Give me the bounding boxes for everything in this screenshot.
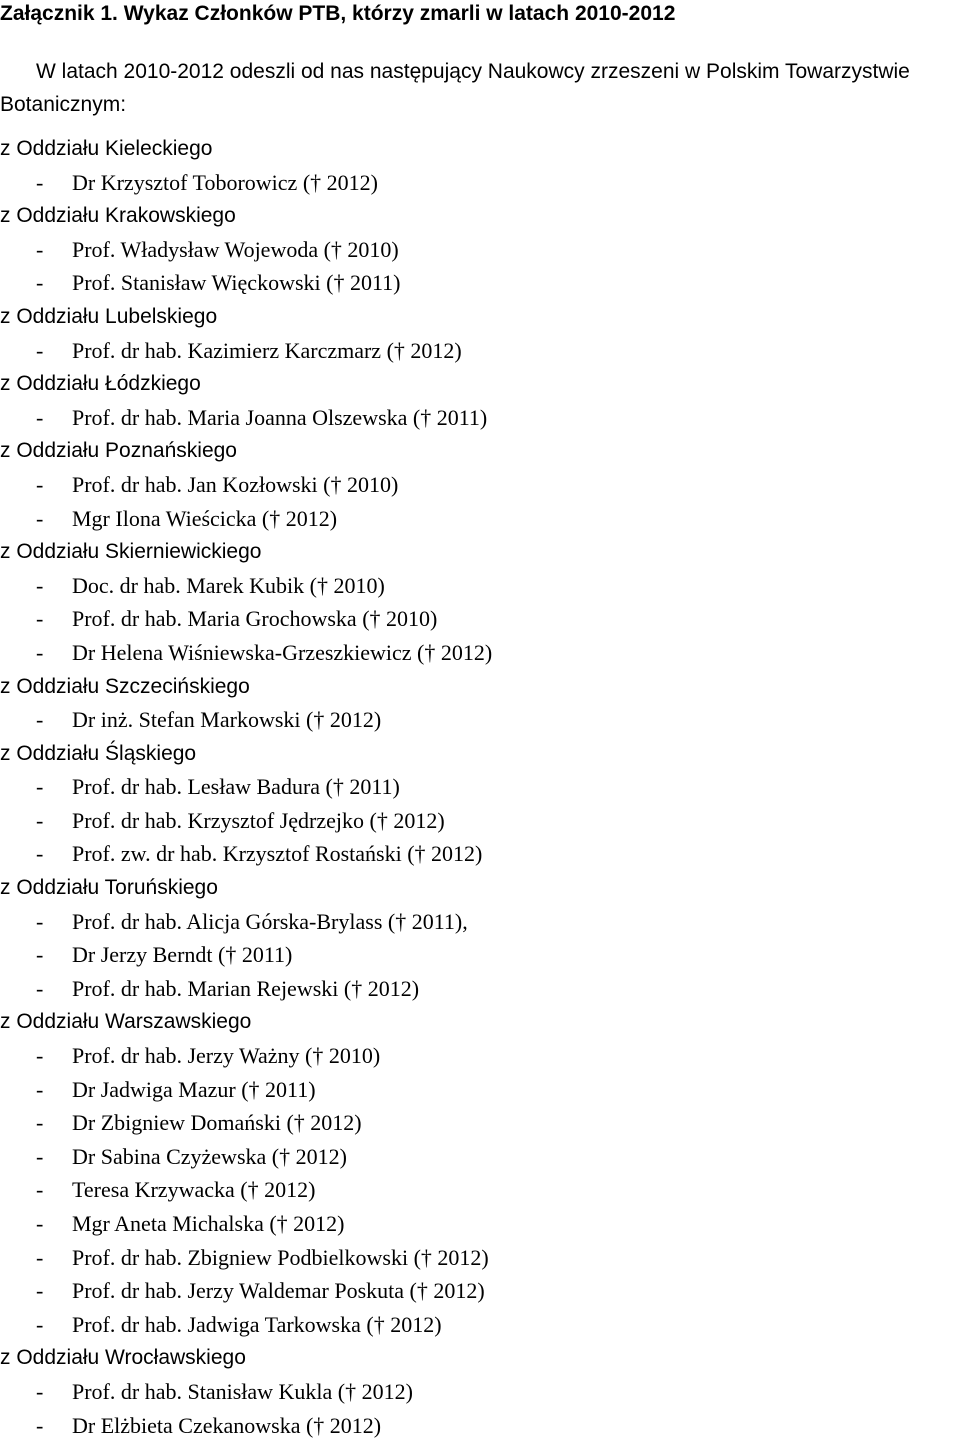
member-name: Dr Jerzy Berndt († 2011) bbox=[72, 942, 293, 968]
list-bullet-dash: - bbox=[36, 1244, 44, 1270]
member-name: Prof. dr hab. Alicja Górska-Brylass († 2011), bbox=[72, 908, 468, 934]
branch-heading: z Oddziału Śląskiego bbox=[0, 741, 197, 765]
list-bullet-dash: - bbox=[36, 471, 44, 497]
list-bullet-dash: - bbox=[36, 707, 44, 733]
list-bullet-dash: - bbox=[36, 1076, 44, 1102]
member-name: Prof. dr hab. Stanisław Kukla († 2012) bbox=[72, 1378, 413, 1404]
list-bullet-dash: - bbox=[36, 942, 44, 968]
member-list-item bbox=[0, 468, 960, 502]
member-name: Prof. dr hab. Jan Kozłowski († 2010) bbox=[72, 471, 399, 497]
list-bullet-dash: - bbox=[36, 1110, 44, 1136]
list-bullet-dash: - bbox=[36, 1311, 44, 1337]
member-name: Dr Elżbieta Czekanowska († 2012) bbox=[72, 1412, 382, 1438]
member-name: Mgr Ilona Wieścicka († 2012) bbox=[72, 505, 338, 531]
member-name: Mgr Aneta Michalska († 2012) bbox=[72, 1211, 345, 1236]
list-bullet-dash: - bbox=[36, 505, 44, 531]
member-list-item bbox=[0, 233, 960, 267]
member-list-item bbox=[0, 1207, 960, 1241]
list-bullet-dash: - bbox=[36, 1278, 44, 1304]
member-list-item bbox=[0, 703, 960, 737]
list-bullet-dash: - bbox=[36, 1211, 44, 1236]
members-by-branch-list bbox=[0, 132, 960, 1442]
member-list-item bbox=[0, 569, 960, 603]
list-bullet-dash: - bbox=[36, 908, 44, 934]
branch-section bbox=[0, 199, 960, 300]
list-bullet-dash: - bbox=[36, 270, 44, 296]
list-bullet-dash: - bbox=[36, 236, 44, 262]
branch-heading: z Oddziału Łódzkiego bbox=[0, 372, 201, 396]
branch-heading: z Oddziału Toruńskiego bbox=[0, 876, 218, 900]
branch-heading: z Oddziału Krakowskiego bbox=[0, 204, 236, 228]
list-bullet-dash: - bbox=[36, 606, 44, 632]
list-bullet-dash: - bbox=[36, 337, 44, 363]
member-name: Doc. dr hab. Marek Kubik († 2010) bbox=[72, 572, 385, 598]
member-list-item bbox=[0, 1241, 960, 1275]
member-list-item bbox=[0, 1375, 960, 1409]
branch-heading: z Oddziału Warszawskiego bbox=[0, 1010, 252, 1034]
branch-section bbox=[0, 132, 960, 199]
member-list-item bbox=[0, 1106, 960, 1140]
member-name: Dr Helena Wiśniewska-Grzeszkiewicz († 2012) bbox=[72, 639, 493, 665]
member-name: Dr Jadwiga Mazur († 2011) bbox=[72, 1076, 316, 1102]
intro-paragraph bbox=[0, 55, 960, 121]
member-name: Prof. dr hab. Zbigniew Podbielkowski († 2012) bbox=[72, 1244, 489, 1270]
member-list-item bbox=[0, 1140, 960, 1174]
branch-section bbox=[0, 434, 960, 535]
member-name: Prof. dr hab. Maria Grochowska († 2010) bbox=[72, 606, 438, 632]
member-list-item bbox=[0, 166, 960, 200]
list-bullet-dash: - bbox=[36, 404, 44, 430]
member-list-item bbox=[0, 602, 960, 636]
intro-line-2: Botanicznym: bbox=[0, 93, 127, 116]
list-bullet-dash: - bbox=[36, 169, 44, 195]
branch-heading: z Oddziału Wrocławskiego bbox=[0, 1346, 246, 1370]
member-list-item bbox=[0, 502, 960, 536]
branch-section bbox=[0, 737, 960, 871]
member-list-item bbox=[0, 1308, 960, 1342]
member-name: Prof. dr hab. Maria Joanna Olszewska († 2011) bbox=[72, 404, 488, 430]
branch-heading: z Oddziału Skierniewickiego bbox=[0, 540, 262, 564]
member-list-item bbox=[0, 1274, 960, 1308]
member-name: Dr inż. Stefan Markowski († 2012) bbox=[72, 707, 382, 733]
list-bullet-dash: - bbox=[36, 807, 44, 833]
branch-section bbox=[0, 1341, 960, 1442]
member-list-item bbox=[0, 636, 960, 670]
member-name: Prof. dr hab. Marian Rejewski († 2012) bbox=[72, 975, 420, 1001]
member-name: Prof. dr hab. Lesław Badura († 2011) bbox=[72, 774, 400, 800]
member-list-item bbox=[0, 938, 960, 972]
branch-heading: z Oddziału Kieleckiego bbox=[0, 137, 213, 160]
member-list-item bbox=[0, 1073, 960, 1107]
member-list-item bbox=[0, 334, 960, 368]
list-bullet-dash: - bbox=[36, 975, 44, 1001]
document-title: Załącznik 1. Wykaz Członków PTB, którzy zmarli w latach 2010-2012 bbox=[0, 2, 676, 25]
branch-section bbox=[0, 300, 960, 367]
member-name: Prof. Stanisław Więckowski († 2011) bbox=[72, 270, 401, 296]
intro-line-1: W latach 2010-2012 odeszli od nas następujący Naukowcy zrzeszeni w Polskim Towarzystwie bbox=[36, 60, 910, 83]
member-list-item bbox=[0, 266, 960, 300]
list-bullet-dash: - bbox=[36, 774, 44, 800]
member-name: Dr Krzysztof Toborowicz († 2012) bbox=[72, 169, 378, 195]
member-name: Prof. dr hab. Jadwiga Tarkowska († 2012) bbox=[72, 1311, 442, 1337]
branch-section bbox=[0, 535, 960, 669]
member-list-item bbox=[0, 1409, 960, 1442]
list-bullet-dash: - bbox=[36, 841, 44, 867]
branch-section bbox=[0, 670, 960, 737]
list-bullet-dash: - bbox=[36, 1143, 44, 1169]
list-bullet-dash: - bbox=[36, 1177, 44, 1203]
member-list-item bbox=[0, 905, 960, 939]
member-name: Prof. dr hab. Jerzy Ważny († 2010) bbox=[72, 1043, 381, 1069]
member-list-item bbox=[0, 837, 960, 871]
list-bullet-dash: - bbox=[36, 639, 44, 665]
branch-heading: z Oddziału Poznańskiego bbox=[0, 439, 237, 463]
member-name: Dr Sabina Czyżewska († 2012) bbox=[72, 1143, 347, 1169]
list-bullet-dash: - bbox=[36, 572, 44, 598]
member-name: Dr Zbigniew Domański († 2012) bbox=[72, 1110, 362, 1136]
member-name: Prof. Władysław Wojewoda († 2010) bbox=[72, 236, 399, 262]
member-name: Prof. dr hab. Jerzy Waldemar Poskuta († 2012) bbox=[72, 1278, 485, 1304]
member-list-item bbox=[0, 1039, 960, 1073]
branch-section bbox=[0, 871, 960, 1005]
branch-section bbox=[0, 1005, 960, 1341]
member-list-item bbox=[0, 1173, 960, 1207]
member-name: Teresa Krzywacka († 2012) bbox=[72, 1177, 316, 1203]
member-list-item bbox=[0, 401, 960, 435]
branch-heading: z Oddziału Szczecińskiego bbox=[0, 674, 250, 698]
member-name: Prof. dr hab. Krzysztof Jędrzejko († 2012) bbox=[72, 807, 445, 833]
member-name: Prof. dr hab. Kazimierz Karczmarz († 2012) bbox=[72, 337, 462, 363]
list-bullet-dash: - bbox=[36, 1043, 44, 1069]
member-name: Prof. zw. dr hab. Krzysztof Rostański († 2012) bbox=[72, 841, 483, 867]
list-bullet-dash: - bbox=[36, 1378, 44, 1404]
branch-heading: z Oddziału Lubelskiego bbox=[0, 304, 218, 328]
branch-section bbox=[0, 367, 960, 434]
member-list-item bbox=[0, 804, 960, 838]
member-list-item bbox=[0, 972, 960, 1006]
member-list-item bbox=[0, 770, 960, 804]
list-bullet-dash: - bbox=[36, 1412, 44, 1438]
